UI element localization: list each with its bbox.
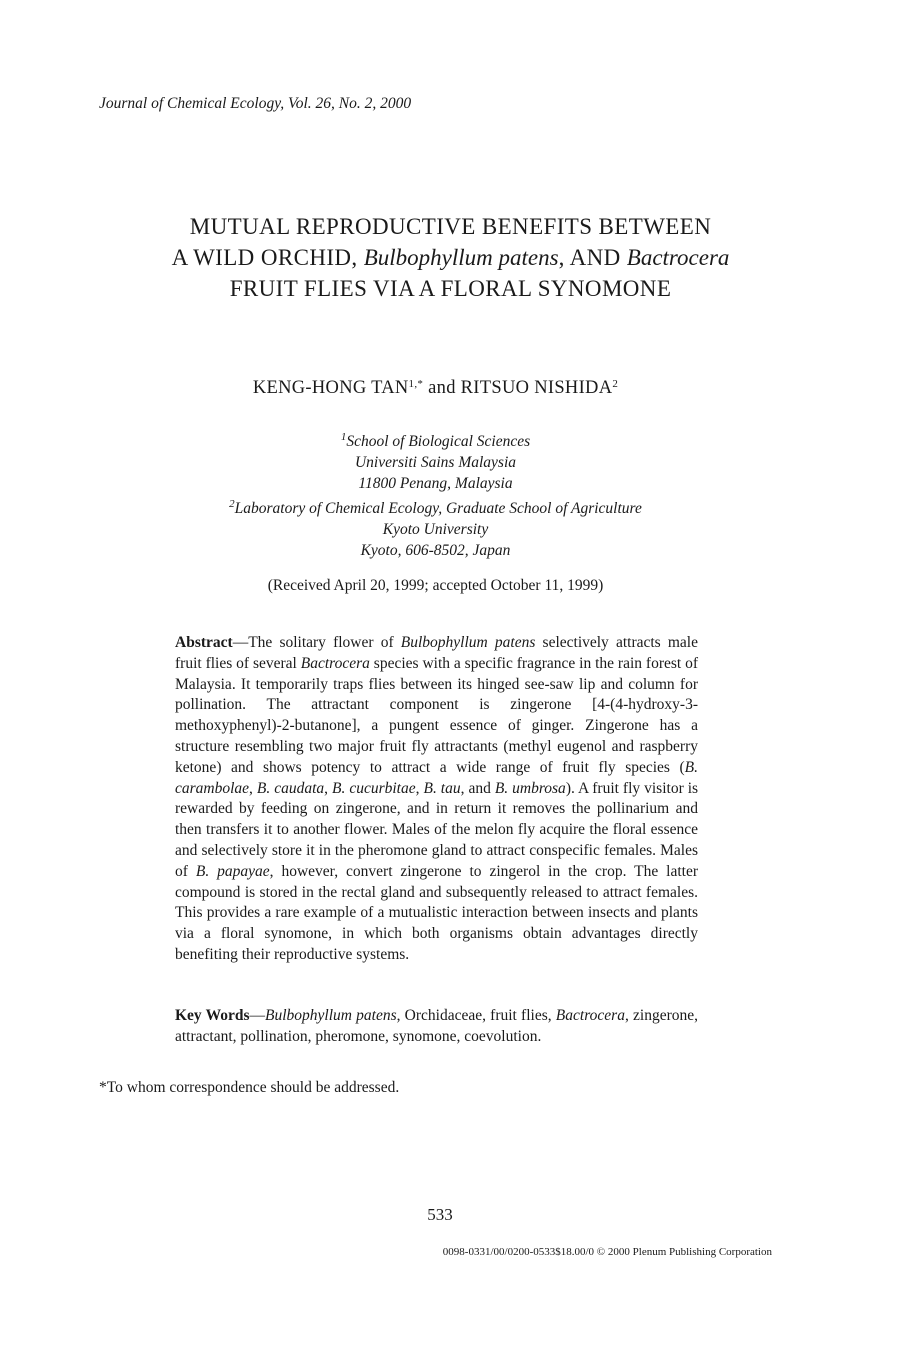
paper-title [60, 211, 841, 304]
received-dates: (Received April 20, 1999; accepted October 11, 1999) [267, 577, 604, 594]
title-line-1: MUTUAL REPRODUCTIVE BENEFITS BETWEEN [189, 214, 712, 239]
title-species: Bulbophyllum patens [363, 245, 559, 270]
copyright-line: 0098-0331/00/0200-0533$18.00/0 © 2000 Plenum Publishing Corporation [442, 1246, 772, 1258]
author-list: KENG-HONG $TAN^{1,*}$ and RITSUO NISHIDA$^2$ [252, 378, 619, 398]
affiliation-2-line-1: $^2$Laboratory of Chemical Ecology, Graduate School of Agriculture [229, 498, 642, 517]
author-2-marks: 2 [612, 378, 619, 390]
affiliation-2 [0, 494, 871, 561]
journal-header: Journal of Chemical Ecology, Vol. 26, No. 2, 2000 [99, 95, 412, 112]
page-number: 533 [427, 1205, 453, 1224]
key-words-label: Key Words [175, 1007, 250, 1024]
affiliation-1-line-2: Universiti Sains Malaysia [354, 454, 517, 471]
abstract-label: Abstract [175, 634, 233, 651]
affiliation-2-line-2: Kyoto University [382, 521, 489, 538]
affiliation-1 [0, 427, 871, 494]
title-genus: Bactrocera [626, 245, 730, 270]
title-line-3: FRUIT FLIES VIA A FLORAL SYNOMONE [229, 276, 672, 301]
key-words: Key Words—Bulbophyllum patens, Orchidaceae, fruit flies, Bactrocera, zingerone, attractant, pollination, pheromone, synomone, coevolution. [175, 1007, 698, 1045]
author-1-marks: 1,* [408, 378, 424, 390]
affiliation-1-line-1: $^1$School of Biological Sciences [340, 431, 531, 450]
abstract: Abstract—The solitary flower of Bulbophyllum patens selectively attracts male fruit flies of several Bactrocera species with a specific fragrance in the rain forest of Malaysia. It temporarily traps flies between its hinged see-saw lip and column for pollination. The attractant component is zingerone [4-(4-hydroxy-3-methoxyphenyl)-2-butanone], a pungent essence of ginger. Zingerone has a structure resembling two major fruit fly attractants (methyl eugenol and raspberry ketone) and shows potency to attract a wide range of fruit fly species (B. carambolae, B. caudata, B. cucurbitae, B. tau, and B. umbrosa). A fruit fly visitor is rewarded by feeding on zingerone, and in return it removes the pollinarium and then transfers it to another flower. Males of the melon fly acquire the floral essence and selectively store it in the pheromone gland to attract conspecific females. Males of B. papayae, however, convert zingerone to zingerol in the crop. The latter compound is stored in the rectal gland and subsequently released to attract females. This provides a rare example of a mutualistic interaction between insects and plants via a floral synomone, in which both organisms obtain advantages directly benefiting their reproductive systems. [175, 634, 699, 963]
author-2: RITSUO NISHIDA [460, 378, 613, 398]
correspondence-footnote: *To whom correspondence should be addressed. [99, 1079, 400, 1096]
author-1: KENG-HONG TAN [252, 378, 409, 398]
affiliation-2-line-3: Kyoto, 606-8502, Japan [360, 542, 511, 559]
affiliation-1-line-3: 11800 Penang, Malaysia [358, 475, 513, 492]
title-line-2: A WILD ORCHID, Bulbophyllum patens, AND Bactrocera [171, 245, 730, 270]
